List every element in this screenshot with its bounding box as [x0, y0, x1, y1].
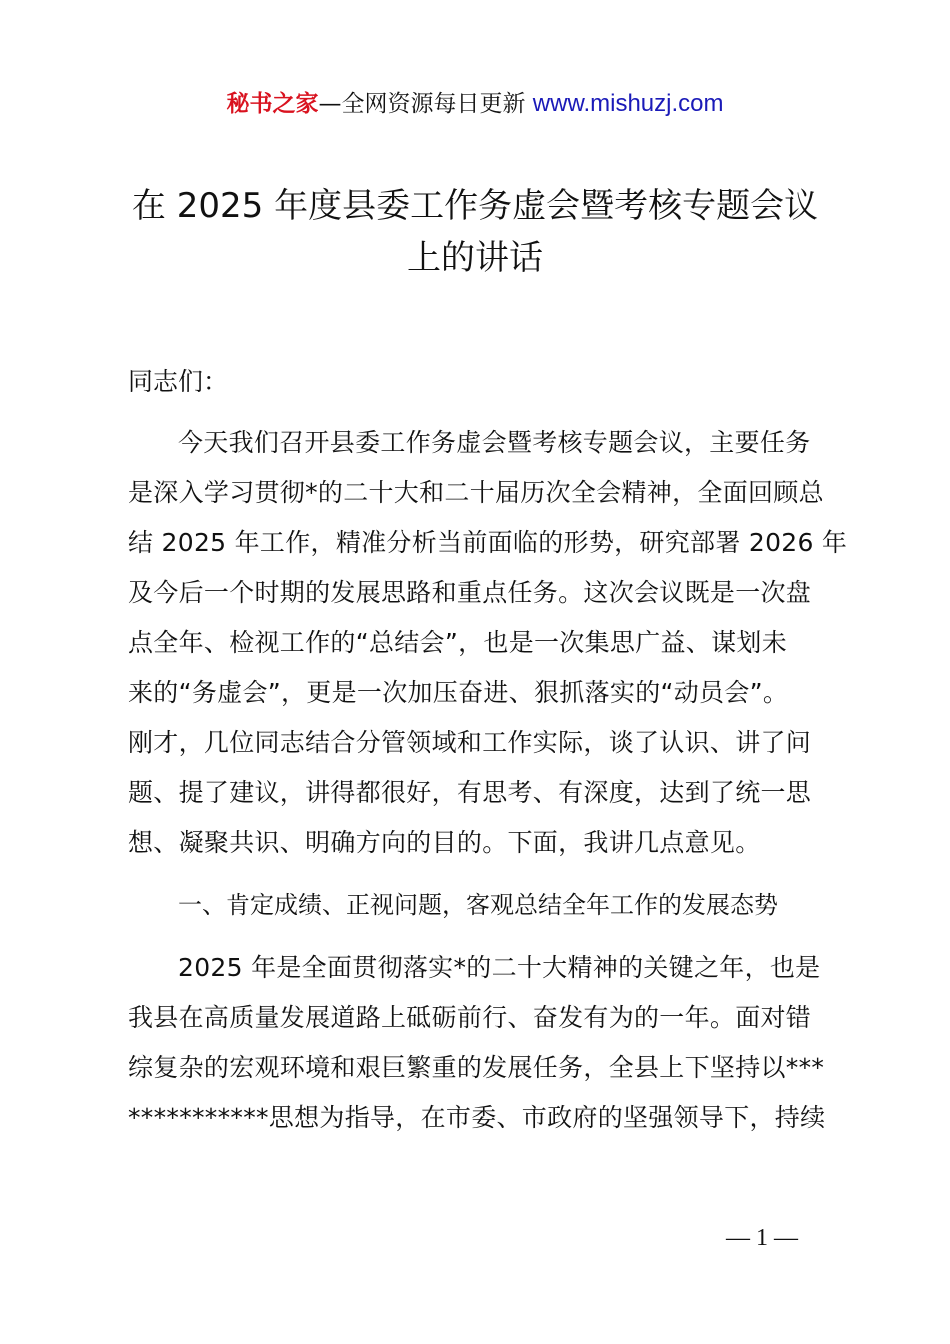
paragraph-line: 2025 年是全面贯彻落实*的二十大精神的关键之年，也是 — [178, 953, 821, 982]
site-brand: 秘书之家 — [226, 91, 319, 117]
paragraph-line: 点全年、检视工作的“总结会”，也是一次集思广益、谋划未 — [128, 628, 788, 657]
document-title — [100, 180, 850, 284]
paragraph-line: 结 2025 年工作，精准分析当前面临的形势，研究部署 2026 年 — [128, 528, 848, 557]
paragraph-line: 想、凝聚共识、明确方向的目的。下面，我讲几点意见。 — [128, 828, 761, 857]
paragraph-line: 题、提了建议，讲得都很好，有思考、有深度，达到了统一思 — [128, 778, 812, 807]
paragraph-line: 综复杂的宏观环境和艰巨繁重的发展任务，全县上下坚持以*** — [128, 1053, 825, 1082]
title-line: 在 2025 年度县委工作务虚会暨考核专题会议 — [131, 186, 819, 226]
page-number: — 1 — — [726, 1225, 798, 1251]
site-url-link[interactable]: www.mishuzj.com — [532, 90, 724, 117]
site-banner — [0, 88, 950, 120]
paragraph-line: 刚才，几位同志结合分管领域和工作实际，谈了认识、讲了问 — [128, 728, 812, 757]
paragraph-line: ***********思想为指导，在市委、市政府的坚强领导下，持续 — [128, 1103, 826, 1132]
section-heading: 一、肯定成绩、正视问题，客观总结全年工作的发展态势 — [178, 891, 778, 919]
site-tagline: —全网资源每日更新 — [318, 91, 526, 117]
paragraph-line: 是深入学习贯彻*的二十大和二十届历次全会精神，全面回顾总 — [128, 478, 824, 507]
paragraph-section1 — [128, 943, 840, 1143]
title-line: 上的讲话 — [407, 238, 543, 278]
paragraph-intro — [128, 418, 848, 868]
paragraph-line: 今天我们召开县委工作务虚会暨考核专题会议，主要任务 — [178, 428, 811, 457]
paragraph-line: 及今后一个时期的发展思路和重点任务。这次会议既是一次盘 — [128, 578, 812, 607]
paragraph-line: 我县在高质量发展道路上砥砺前行、奋发有为的一年。面对错 — [128, 1003, 812, 1032]
salutation: 同志们： — [128, 367, 229, 396]
paragraph-line: 来的“务虚会”，更是一次加压奋进、狠抓落实的“动员会”。 — [128, 678, 789, 707]
